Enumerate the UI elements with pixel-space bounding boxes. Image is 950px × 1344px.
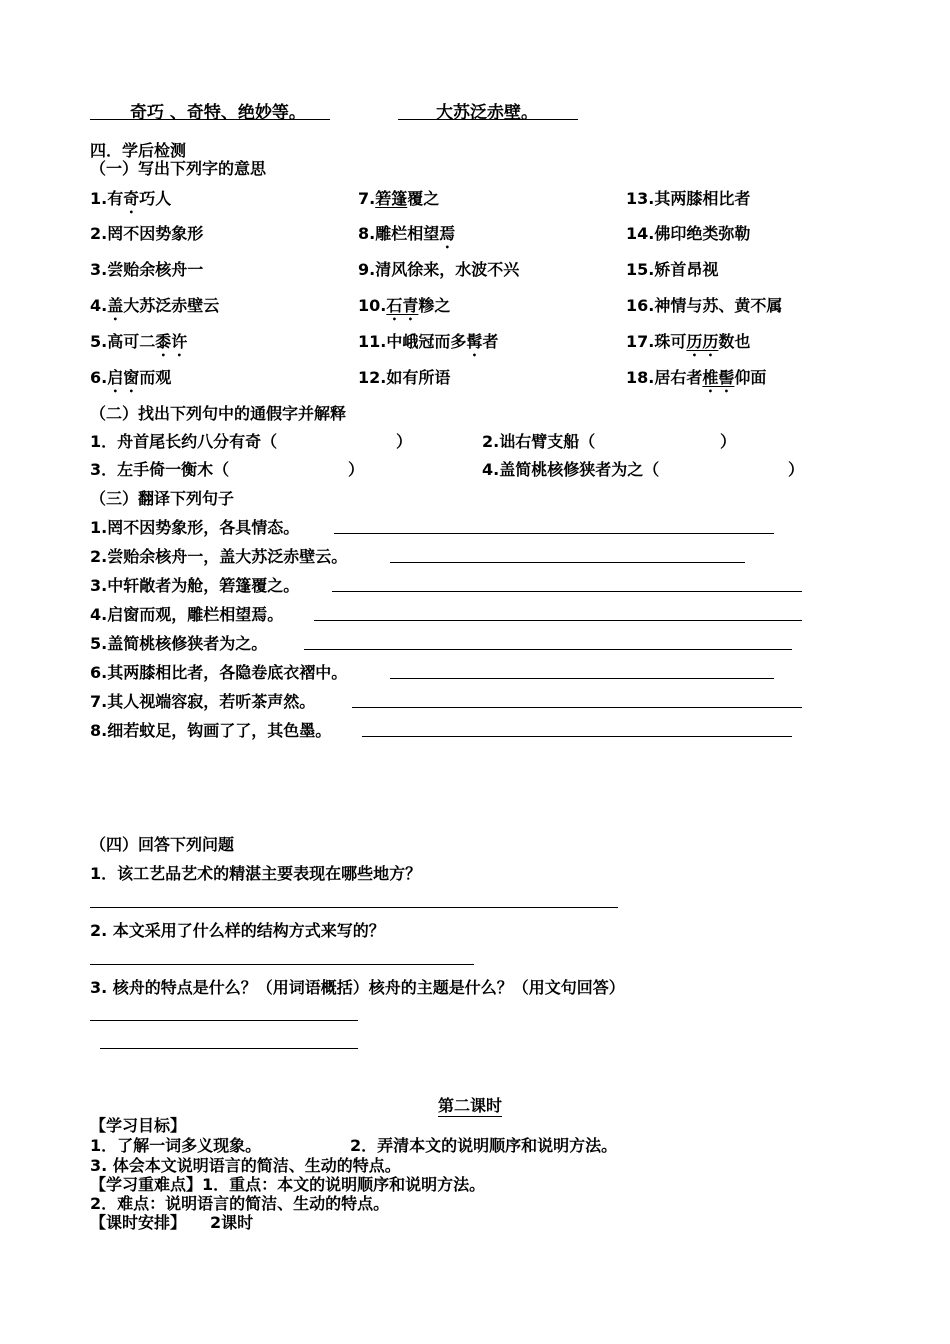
part1-title: （一）写出下列字的意思 — [90, 159, 267, 178]
part4-title: （四）回答下列问题 — [90, 835, 235, 854]
question-2: 2. 本文采用了什么样的结构方式来写的？ — [90, 921, 385, 940]
item-number: 12. — [358, 368, 387, 387]
dotted-char: 奇 — [123, 189, 140, 208]
answer-line[interactable] — [362, 736, 792, 737]
item-text: 数也 — [718, 332, 751, 351]
key-label: 【学习重难点】 — [90, 1175, 203, 1194]
item-text: 3．左手倚一衡木（ — [90, 460, 230, 479]
vocab-item-10 — [358, 293, 450, 324]
vocab-item-14 — [626, 221, 750, 244]
item-text: 矫首昂视 — [654, 260, 719, 279]
top-right-underline — [398, 119, 578, 120]
vocab-item-4 — [90, 293, 219, 324]
item-text: 1．舟首尾长约八分有奇（ — [90, 432, 278, 451]
item-number: 15. — [626, 260, 655, 279]
translate-item-8: 8.细若蚊足，钩画了了，其色墨。 — [90, 721, 332, 740]
key-text: 1．重点：本文的说明顺序和说明方法。 — [202, 1175, 486, 1194]
answer-line[interactable] — [100, 1048, 358, 1049]
vocab-item-9 — [358, 257, 519, 280]
item-number: 14. — [626, 224, 655, 243]
goal-1: 1．了解一词多义现象。 — [90, 1136, 262, 1155]
paren-close: ） — [788, 460, 805, 479]
tongjia-item-3 — [90, 457, 229, 480]
item-number: 18. — [626, 368, 655, 387]
answer-line[interactable] — [352, 707, 802, 708]
item-text: 巧 — [139, 189, 156, 208]
item-number: 4. — [90, 296, 108, 315]
paren-close: ） — [348, 460, 365, 479]
vocab-item-6 — [90, 365, 171, 396]
item-text: 其两膝相比者 — [654, 189, 751, 208]
underlined-word: 石青 — [386, 296, 419, 315]
vocab-item-16 — [626, 293, 782, 316]
translate-item-1: 1.罔不因势象形，各具情态。 — [90, 518, 300, 537]
schedule-label: 【课时安排】 — [90, 1213, 187, 1232]
item-number: 1. — [90, 189, 108, 208]
item-number: 8. — [358, 224, 376, 243]
item-text: 罔不因势象形 — [107, 224, 204, 243]
item-text: 而观 — [139, 368, 172, 387]
item-number: 9. — [358, 260, 376, 279]
answer-line[interactable] — [90, 907, 618, 908]
answer-line[interactable] — [90, 964, 474, 965]
vocab-item-3 — [90, 257, 203, 280]
item-text: 有 — [107, 189, 124, 208]
section-title: 四．学后检测 — [90, 141, 187, 160]
paren-close: ） — [720, 432, 737, 451]
item-text: 者 — [482, 332, 499, 351]
vocab-item-17 — [626, 329, 750, 360]
item-text: 珠可 — [654, 332, 687, 351]
answer-line[interactable] — [332, 591, 802, 592]
item-text: 人 — [155, 189, 172, 208]
translate-item-6: 6.其两膝相比者，各隐卷底衣褶中。 — [90, 663, 348, 682]
translate-item-7: 7.其人视端容寂，若听茶声然。 — [90, 692, 316, 711]
item-text: 居右者 — [654, 368, 703, 387]
item-number: 2. — [90, 224, 108, 243]
top-left-fragment — [90, 98, 330, 123]
top-left-underline — [90, 119, 330, 120]
answer-line[interactable] — [390, 678, 774, 679]
item-number: 3. — [90, 260, 108, 279]
dotted-char: 窗 — [123, 368, 140, 387]
vocab-item-15 — [626, 257, 718, 280]
item-number: 17. — [626, 332, 655, 351]
underlined-word: 箬篷 — [375, 189, 408, 208]
vocab-item-1 — [90, 186, 171, 217]
dotted-char: 许 — [171, 332, 188, 351]
item-text: 如有所语 — [386, 368, 451, 387]
item-number: 10. — [358, 296, 387, 315]
paren-close: ） — [396, 432, 413, 451]
tongjia-item-1 — [90, 429, 277, 452]
question-3: 3. 核舟的特点是什么？（用词语概括）核舟的主题是什么？（用文句回答） — [90, 978, 625, 997]
item-text: 尝贻余核舟一 — [107, 260, 204, 279]
item-text: 佛印绝类弥勒 — [654, 224, 751, 243]
item-text: 雕栏相望 — [375, 224, 440, 243]
translate-item-2: 2.尝贻余核舟一，盖大苏泛赤壁云。 — [90, 547, 348, 566]
item-text: 高可二 — [107, 332, 156, 351]
item-number: 13. — [626, 189, 655, 208]
item-text: 覆之 — [407, 189, 440, 208]
difficulty: 2．难点：说明语言的简洁、生动的特点。 — [90, 1194, 390, 1213]
underlined-word: 历历 — [686, 332, 719, 351]
dotted-char: 黍 — [155, 332, 172, 351]
item-number: 5. — [90, 332, 108, 351]
part2-title: （二）找出下列句中的通假字并解释 — [90, 404, 347, 423]
translate-item-3: 3.中轩敞者为舱，箬篷覆之。 — [90, 576, 300, 595]
vocab-item-18 — [626, 365, 766, 396]
item-text: 仰面 — [734, 368, 767, 387]
dotted-char: 髯 — [466, 332, 483, 351]
top-right-text: 大苏泛赤壁。 — [436, 103, 538, 123]
goal-2: 2．弄清本文的说明顺序和说明方法。 — [350, 1136, 618, 1155]
item-number: 6. — [90, 368, 108, 387]
schedule-value: 2课时 — [210, 1213, 254, 1232]
vocab-item-12 — [358, 365, 450, 388]
item-text: 大苏泛赤壁云 — [123, 296, 220, 315]
tongjia-item-2 — [482, 429, 595, 452]
question-1: 1．该工艺品艺术的精湛主要表现在哪些地方？ — [90, 864, 422, 883]
vocab-item-13 — [626, 186, 750, 209]
answer-line[interactable] — [314, 620, 802, 621]
top-left-text: 奇巧 、奇特、绝妙等。 — [130, 103, 306, 123]
vocab-item-7 — [358, 186, 439, 209]
item-text: 中峨冠而多 — [386, 332, 467, 351]
lesson2-title: 第二课时 — [438, 1093, 502, 1117]
dotted-char: 启 — [107, 368, 124, 387]
vocab-item-8 — [358, 221, 455, 252]
dotted-char: 盖 — [107, 296, 124, 315]
item-text: 2.诎右臂支船（ — [482, 432, 596, 451]
item-number: 16. — [626, 296, 655, 315]
vocab-item-5 — [90, 329, 187, 360]
answer-line[interactable] — [390, 562, 745, 563]
goals-label: 【学习目标】 — [90, 1116, 187, 1135]
item-text: 神情与苏、黄不属 — [654, 296, 783, 315]
goal-3: 3. 体会本文说明语言的简洁、生动的特点。 — [90, 1156, 401, 1175]
answer-line[interactable] — [334, 533, 774, 534]
item-text: 4.盖简桃核修狭者为之（ — [482, 460, 660, 479]
underlined-word: 椎髻 — [702, 368, 735, 387]
answer-line[interactable] — [304, 649, 792, 650]
tongjia-item-4 — [482, 457, 659, 480]
part3-title: （三）翻译下列句子 — [90, 489, 235, 508]
vocab-item-2 — [90, 221, 203, 244]
translate-item-4: 4.启窗而观，雕栏相望焉。 — [90, 605, 284, 624]
item-number: 11. — [358, 332, 387, 351]
translate-item-5: 5.盖简桃核修狭者为之。 — [90, 634, 268, 653]
dotted-char: 焉 — [439, 224, 456, 243]
item-text: 清风徐来，水波不兴 — [375, 260, 520, 279]
item-text: 糁之 — [418, 296, 451, 315]
answer-line[interactable] — [90, 1020, 358, 1021]
schedule — [90, 1210, 253, 1233]
item-number: 7. — [358, 189, 376, 208]
vocab-item-11 — [358, 329, 498, 360]
